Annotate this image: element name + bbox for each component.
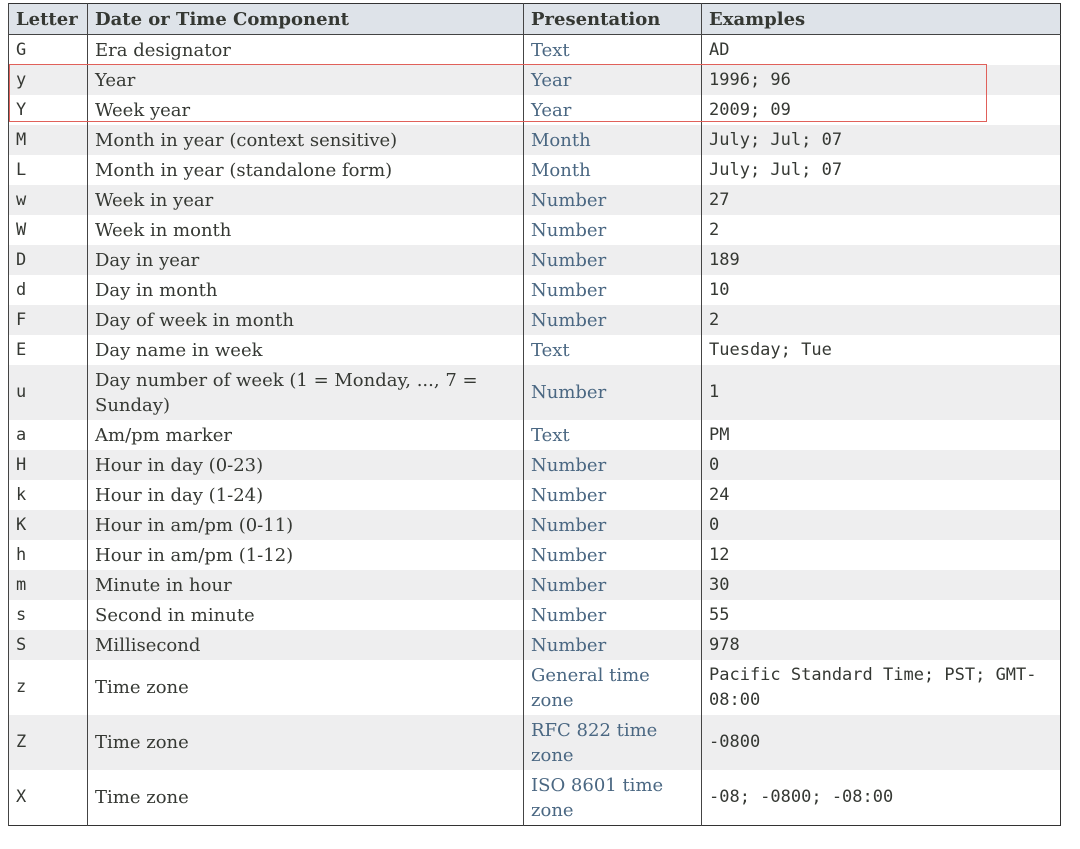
presentation-cell: Number: [524, 245, 702, 275]
table-row: [9, 245, 1061, 275]
component-cell: Day in month: [88, 275, 524, 305]
presentation-cell: Number: [524, 510, 702, 540]
table-row: [9, 275, 1061, 305]
examples-cell: 55: [702, 600, 1061, 630]
presentation-cell: Number: [524, 275, 702, 305]
component-cell: Time zone: [88, 770, 524, 826]
table-row: [9, 420, 1061, 450]
presentation-cell: Number: [524, 540, 702, 570]
component-cell: Time zone: [88, 715, 524, 770]
table-row: [9, 335, 1061, 365]
header-letter: Letter: [9, 4, 88, 35]
table-row: [9, 305, 1061, 335]
presentation-cell: ISO 8601 time zone: [524, 770, 702, 826]
examples-cell: July; Jul; 07: [702, 125, 1061, 155]
component-cell: Hour in am/pm (1-12): [88, 540, 524, 570]
component-cell: Day name in week: [88, 335, 524, 365]
presentation-cell: Number: [524, 305, 702, 335]
table-row: [9, 570, 1061, 600]
letter-cell: m: [9, 570, 88, 600]
presentation-cell: General time zone: [524, 660, 702, 715]
letter-cell: D: [9, 245, 88, 275]
presentation-cell: Text: [524, 335, 702, 365]
letter-cell: u: [9, 365, 88, 420]
examples-cell: 10: [702, 275, 1061, 305]
component-cell: Week year: [88, 95, 524, 125]
component-cell: Hour in day (0-23): [88, 450, 524, 480]
table-row: [9, 365, 1061, 420]
letter-cell: z: [9, 660, 88, 715]
letter-cell: K: [9, 510, 88, 540]
component-cell: Second in minute: [88, 600, 524, 630]
presentation-cell: Number: [524, 600, 702, 630]
letter-cell: Z: [9, 715, 88, 770]
letter-cell: E: [9, 335, 88, 365]
presentation-cell: Number: [524, 215, 702, 245]
presentation-cell: RFC 822 time zone: [524, 715, 702, 770]
examples-cell: 1996; 96: [702, 65, 1061, 95]
table-row: [9, 540, 1061, 570]
examples-cell: 2: [702, 215, 1061, 245]
examples-cell: 189: [702, 245, 1061, 275]
examples-cell: 2009; 09: [702, 95, 1061, 125]
presentation-cell: Number: [524, 365, 702, 420]
header-component: Date or Time Component: [88, 4, 524, 35]
component-cell: Time zone: [88, 660, 524, 715]
examples-cell: -0800: [702, 715, 1061, 770]
component-cell: Week in month: [88, 215, 524, 245]
letter-cell: d: [9, 275, 88, 305]
letter-cell: y: [9, 65, 88, 95]
table-row: [9, 215, 1061, 245]
examples-cell: 0: [702, 450, 1061, 480]
letter-cell: s: [9, 600, 88, 630]
table-row: [9, 600, 1061, 630]
table-row: [9, 65, 1061, 95]
letter-cell: M: [9, 125, 88, 155]
examples-cell: Pacific Standard Time; PST; GMT-08:00: [702, 660, 1061, 715]
component-cell: Day in year: [88, 245, 524, 275]
examples-cell: 978: [702, 630, 1061, 660]
component-cell: Minute in hour: [88, 570, 524, 600]
examples-cell: 27: [702, 185, 1061, 215]
letter-cell: Y: [9, 95, 88, 125]
component-cell: Month in year (context sensitive): [88, 125, 524, 155]
examples-cell: 0: [702, 510, 1061, 540]
table-row: [9, 35, 1061, 66]
component-cell: Am/pm marker: [88, 420, 524, 450]
table-row: [9, 630, 1061, 660]
component-cell: Month in year (standalone form): [88, 155, 524, 185]
table-row: [9, 450, 1061, 480]
presentation-cell: Number: [524, 450, 702, 480]
presentation-cell: Number: [524, 185, 702, 215]
table-row: [9, 155, 1061, 185]
component-cell: Day number of week (1 = Monday, ..., 7 = Sunday): [88, 365, 524, 420]
date-format-pattern-table: [8, 3, 1061, 826]
examples-cell: July; Jul; 07: [702, 155, 1061, 185]
table-row: [9, 480, 1061, 510]
presentation-cell: Year: [524, 95, 702, 125]
presentation-cell: Text: [524, 420, 702, 450]
examples-cell: 1: [702, 365, 1061, 420]
letter-cell: a: [9, 420, 88, 450]
letter-cell: w: [9, 185, 88, 215]
presentation-cell: Month: [524, 155, 702, 185]
examples-cell: 30: [702, 570, 1061, 600]
letter-cell: H: [9, 450, 88, 480]
presentation-cell: Month: [524, 125, 702, 155]
letter-cell: X: [9, 770, 88, 826]
examples-cell: -08; -0800; -08:00: [702, 770, 1061, 826]
presentation-cell: Number: [524, 570, 702, 600]
examples-cell: Tuesday; Tue: [702, 335, 1061, 365]
examples-cell: 2: [702, 305, 1061, 335]
component-cell: Hour in day (1-24): [88, 480, 524, 510]
table-row: [9, 185, 1061, 215]
letter-cell: W: [9, 215, 88, 245]
letter-cell: S: [9, 630, 88, 660]
table-header-row: [9, 4, 1061, 35]
table-row: [9, 660, 1061, 715]
letter-cell: F: [9, 305, 88, 335]
table-row: [9, 715, 1061, 770]
letter-cell: h: [9, 540, 88, 570]
format-table-container: [8, 3, 1060, 826]
letter-cell: L: [9, 155, 88, 185]
examples-cell: AD: [702, 35, 1061, 66]
examples-cell: PM: [702, 420, 1061, 450]
examples-cell: 12: [702, 540, 1061, 570]
presentation-cell: Text: [524, 35, 702, 66]
header-examples: Examples: [702, 4, 1061, 35]
component-cell: Week in year: [88, 185, 524, 215]
letter-cell: G: [9, 35, 88, 66]
component-cell: Day of week in month: [88, 305, 524, 335]
component-cell: Hour in am/pm (0-11): [88, 510, 524, 540]
letter-cell: k: [9, 480, 88, 510]
table-row: [9, 770, 1061, 826]
component-cell: Era designator: [88, 35, 524, 66]
presentation-cell: Number: [524, 480, 702, 510]
header-presentation: Presentation: [524, 4, 702, 35]
component-cell: Millisecond: [88, 630, 524, 660]
table-row: [9, 125, 1061, 155]
component-cell: Year: [88, 65, 524, 95]
table-row: [9, 510, 1061, 540]
presentation-cell: Number: [524, 630, 702, 660]
table-row: [9, 95, 1061, 125]
examples-cell: 24: [702, 480, 1061, 510]
presentation-cell: Year: [524, 65, 702, 95]
